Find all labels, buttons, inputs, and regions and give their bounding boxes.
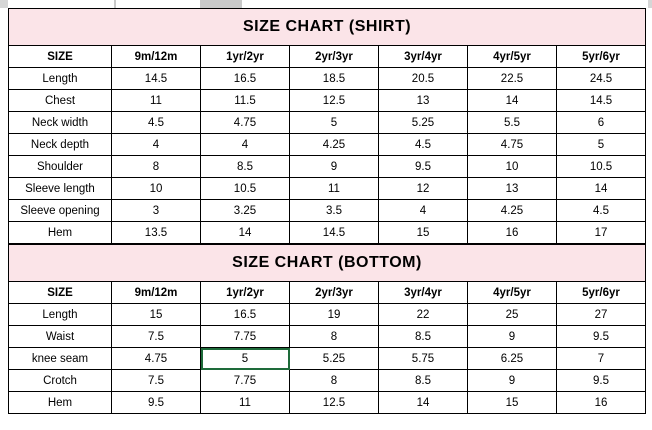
shirt-chart-title-row: [9, 9, 646, 46]
shirt-cell[interactable]: 14: [557, 178, 646, 200]
bottom-cell[interactable]: 16: [557, 392, 646, 414]
shirt-cell[interactable]: 13: [379, 90, 468, 112]
bottom-chart-header-row: [9, 282, 646, 304]
shirt-cell[interactable]: 8.5: [201, 156, 290, 178]
shirt-cell[interactable]: 11: [290, 178, 379, 200]
shirt-size-chart-table: [8, 8, 646, 244]
shirt-cell[interactable]: 4: [379, 200, 468, 222]
shirt-cell[interactable]: 5: [290, 112, 379, 134]
table-row: [9, 348, 646, 370]
bottom-cell[interactable]: 12.5: [290, 392, 379, 414]
bottom-cell[interactable]: 8.5: [379, 370, 468, 392]
bottom-cell[interactable]: 27: [557, 304, 646, 326]
shirt-cell[interactable]: 10.5: [201, 178, 290, 200]
bottom-header-3yr4yr: 3yr/4yr: [379, 282, 468, 304]
shirt-cell[interactable]: 3: [112, 200, 201, 222]
table-row: [9, 178, 646, 200]
table-row: [9, 222, 646, 244]
shirt-cell[interactable]: 6: [557, 112, 646, 134]
bottom-cell[interactable]: 7.5: [112, 370, 201, 392]
shirt-cell[interactable]: 22.5: [468, 68, 557, 90]
shirt-cell[interactable]: 17: [557, 222, 646, 244]
shirt-cell[interactable]: 20.5: [379, 68, 468, 90]
bottom-header-9m12m: 9m/12m: [112, 282, 201, 304]
bottom-cell[interactable]: 7: [557, 348, 646, 370]
bottom-header-size: SIZE: [9, 282, 112, 304]
shirt-header-2yr3yr: 2yr/3yr: [290, 46, 379, 68]
shirt-cell[interactable]: 5.5: [468, 112, 557, 134]
table-row: [9, 134, 646, 156]
spreadsheet-top-strip: [0, 0, 652, 8]
shirt-row-label: Length: [9, 68, 112, 90]
bottom-row-label: Crotch: [9, 370, 112, 392]
shirt-cell[interactable]: 4.5: [557, 200, 646, 222]
shirt-cell[interactable]: 11.5: [201, 90, 290, 112]
shirt-cell[interactable]: 4.25: [468, 200, 557, 222]
table-row: [9, 112, 646, 134]
shirt-cell[interactable]: 24.5: [557, 68, 646, 90]
shirt-cell[interactable]: 16: [468, 222, 557, 244]
strip-marker-right: [648, 0, 652, 8]
strip-marker-left: [0, 0, 8, 8]
bottom-row-label: Waist: [9, 326, 112, 348]
bottom-chart-title-row: [9, 245, 646, 282]
shirt-header-3yr4yr: 3yr/4yr: [379, 46, 468, 68]
shirt-cell[interactable]: 11: [112, 90, 201, 112]
bottom-header-2yr3yr: 2yr/3yr: [290, 282, 379, 304]
bottom-cell[interactable]: 19: [290, 304, 379, 326]
bottom-size-chart-table: [8, 244, 646, 414]
shirt-cell[interactable]: 4.5: [112, 112, 201, 134]
shirt-cell[interactable]: 3.5: [290, 200, 379, 222]
size-charts-container: [8, 8, 645, 414]
shirt-chart-header-row: [9, 46, 646, 68]
shirt-cell[interactable]: 14: [468, 90, 557, 112]
bottom-cell[interactable]: 15: [112, 304, 201, 326]
bottom-cell[interactable]: 11: [201, 392, 290, 414]
shirt-cell[interactable]: 13: [468, 178, 557, 200]
table-row: [9, 156, 646, 178]
shirt-row-label: Neck width: [9, 112, 112, 134]
shirt-header-4yr5yr: 4yr/5yr: [468, 46, 557, 68]
shirt-cell[interactable]: 8: [112, 156, 201, 178]
shirt-cell[interactable]: 15: [379, 222, 468, 244]
bottom-cell[interactable]: 16.5: [201, 304, 290, 326]
shirt-cell[interactable]: 4.25: [290, 134, 379, 156]
bottom-cell[interactable]: 8: [290, 370, 379, 392]
bottom-header-4yr5yr: 4yr/5yr: [468, 282, 557, 304]
table-row: [9, 326, 646, 348]
shirt-header-size: SIZE: [9, 46, 112, 68]
shirt-cell[interactable]: 3.25: [201, 200, 290, 222]
bottom-chart-title: SIZE CHART (BOTTOM): [9, 245, 646, 282]
table-row: [9, 68, 646, 90]
shirt-cell[interactable]: 5: [557, 134, 646, 156]
bottom-cell[interactable]: 5.25: [290, 348, 379, 370]
shirt-cell[interactable]: 10.5: [557, 156, 646, 178]
strip-marker-selection: [200, 0, 242, 8]
bottom-cell[interactable]: 25: [468, 304, 557, 326]
shirt-row-label: Sleeve length: [9, 178, 112, 200]
table-row: [9, 90, 646, 112]
shirt-cell[interactable]: 12.5: [290, 90, 379, 112]
shirt-row-label: Hem: [9, 222, 112, 244]
shirt-row-label: Sleeve opening: [9, 200, 112, 222]
shirt-cell[interactable]: 4.5: [379, 134, 468, 156]
shirt-row-label: Shoulder: [9, 156, 112, 178]
shirt-cell[interactable]: 4: [112, 134, 201, 156]
bottom-cell[interactable]: 7.75: [201, 326, 290, 348]
shirt-cell[interactable]: 9.5: [379, 156, 468, 178]
shirt-header-9m12m: 9m/12m: [112, 46, 201, 68]
shirt-header-5yr6yr: 5yr/6yr: [557, 46, 646, 68]
strip-marker-column-divider: [114, 0, 116, 8]
shirt-row-label: Neck depth: [9, 134, 112, 156]
bottom-header-5yr6yr: 5yr/6yr: [557, 282, 646, 304]
bottom-cell-selected[interactable]: 5: [201, 348, 290, 370]
shirt-cell[interactable]: 18.5: [290, 68, 379, 90]
bottom-cell[interactable]: 9.5: [557, 370, 646, 392]
shirt-cell[interactable]: 14.5: [112, 68, 201, 90]
shirt-cell[interactable]: 12: [379, 178, 468, 200]
bottom-cell[interactable]: 22: [379, 304, 468, 326]
shirt-cell[interactable]: 9: [290, 156, 379, 178]
bottom-cell[interactable]: 8.5: [379, 326, 468, 348]
table-row: [9, 392, 646, 414]
bottom-header-1yr2yr: 1yr/2yr: [201, 282, 290, 304]
shirt-cell[interactable]: 4.75: [468, 134, 557, 156]
shirt-cell[interactable]: 16.5: [201, 68, 290, 90]
shirt-header-1yr2yr: 1yr/2yr: [201, 46, 290, 68]
table-row: [9, 200, 646, 222]
bottom-row-label: Hem: [9, 392, 112, 414]
bottom-cell[interactable]: 15: [468, 392, 557, 414]
bottom-cell[interactable]: 9: [468, 326, 557, 348]
table-row: [9, 304, 646, 326]
shirt-chart-title: SIZE CHART (SHIRT): [9, 9, 646, 46]
bottom-row-label: knee seam: [9, 348, 112, 370]
shirt-cell[interactable]: 5.25: [379, 112, 468, 134]
bottom-cell[interactable]: 6.25: [468, 348, 557, 370]
shirt-cell[interactable]: 14.5: [557, 90, 646, 112]
bottom-cell[interactable]: 4.75: [112, 348, 201, 370]
shirt-cell[interactable]: 10: [468, 156, 557, 178]
shirt-row-label: Chest: [9, 90, 112, 112]
shirt-cell[interactable]: 13.5: [112, 222, 201, 244]
shirt-cell[interactable]: 4.75: [201, 112, 290, 134]
bottom-cell[interactable]: 9.5: [112, 392, 201, 414]
bottom-cell[interactable]: 9: [468, 370, 557, 392]
shirt-cell[interactable]: 10: [112, 178, 201, 200]
table-row: [9, 370, 646, 392]
bottom-cell[interactable]: 8: [290, 326, 379, 348]
bottom-cell[interactable]: 5.75: [379, 348, 468, 370]
bottom-cell[interactable]: 7.75: [201, 370, 290, 392]
bottom-cell[interactable]: 14: [379, 392, 468, 414]
bottom-cell[interactable]: 9.5: [557, 326, 646, 348]
shirt-cell[interactable]: 4: [201, 134, 290, 156]
shirt-cell[interactable]: 14: [201, 222, 290, 244]
bottom-cell[interactable]: 7.5: [112, 326, 201, 348]
shirt-cell[interactable]: 14.5: [290, 222, 379, 244]
bottom-row-label: Length: [9, 304, 112, 326]
